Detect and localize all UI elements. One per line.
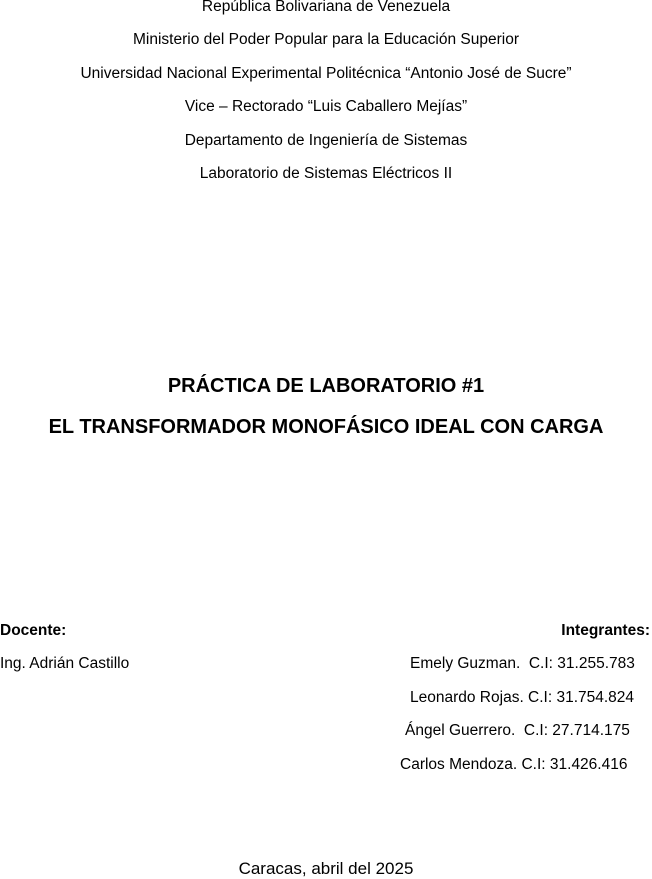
- header-laboratory: Laboratorio de Sistemas Eléctricos II: [199, 165, 453, 182]
- header-vice-rectorate: Vice – Rectorado “Luis Caballero Mejías”: [184, 98, 468, 115]
- member-2: Leonardo Rojas. C.I: 31.754.824: [410, 689, 635, 706]
- member-1: Emely Guzman. C.I: 31.255.783: [410, 655, 635, 672]
- header-department: Departamento de Ingeniería de Sistemas: [184, 132, 468, 149]
- integrantes-label: Integrantes:: [561, 622, 650, 639]
- header-ministry: Ministerio del Poder Popular para la Educación Superior: [133, 31, 519, 48]
- practice-title: PRÁCTICA DE LABORATORIO #1: [167, 375, 485, 397]
- practice-subtitle: EL TRANSFORMADOR MONOFÁSICO IDEAL CON CARGA: [48, 416, 604, 438]
- header-university: Universidad Nacional Experimental Politécnica “Antonio José de Sucre”: [80, 65, 572, 82]
- member-3: Ángel Guerrero. C.I: 27.714.175: [405, 722, 630, 739]
- member-4: Carlos Mendoza. C.I: 31.426.416: [400, 756, 628, 773]
- place-date: Caracas, abril del 2025: [238, 859, 414, 878]
- docente-name: Ing. Adrián Castillo: [0, 655, 130, 672]
- docente-label: Docente:: [0, 622, 67, 639]
- header-republic: República Bolivariana de Venezuela: [201, 0, 451, 15]
